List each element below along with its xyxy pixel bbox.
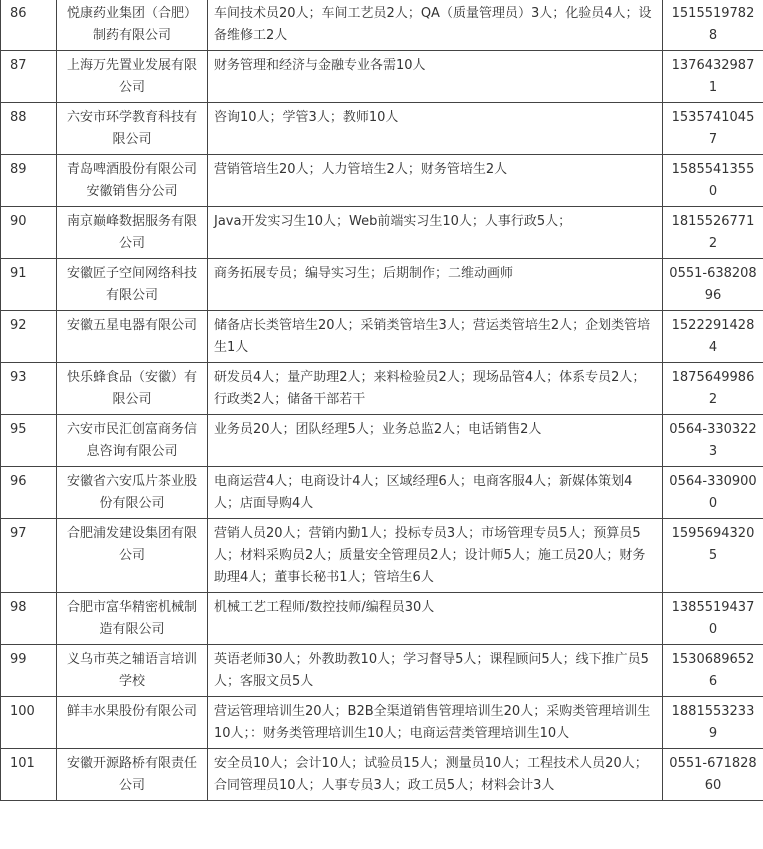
table-row — [1, 0, 763, 51]
positions-cell: 研发员4人；量产助理2人；来料检验员2人；现场品管4人；体系专员2人；行政类2人；储备干部若干 — [208, 363, 663, 415]
row-number: 88 — [1, 103, 57, 155]
row-number: 93 — [1, 363, 57, 415]
positions-cell: 英语老师30人；外教助教10人；学习督导5人；课程顾问5人；线下推广员5人；客服文员5人 — [208, 645, 663, 697]
phone-cell: 13764329871 — [663, 51, 763, 103]
phone-cell: 0551-63820896 — [663, 259, 763, 311]
positions-cell: 电商运营4人；电商设计4人；区域经理6人；电商客服4人；新媒体策划4人；店面导购4人 — [208, 467, 663, 519]
positions-cell: 机械工艺工程师/数控技师/编程员30人 — [208, 593, 663, 645]
phone-cell: 0564-3303223 — [663, 415, 763, 467]
row-number: 87 — [1, 51, 57, 103]
row-number: 99 — [1, 645, 57, 697]
positions-cell: 咨询10人；学管3人；教师10人 — [208, 103, 663, 155]
positions-cell: 储备店长类管培生20人；采销类管培生3人；营运类管培生2人；企划类管培生1人 — [208, 311, 663, 363]
company-name: 上海万先置业发展有限公司 — [57, 51, 208, 103]
row-number: 96 — [1, 467, 57, 519]
table-body — [1, 0, 763, 801]
row-number: 95 — [1, 415, 57, 467]
company-name: 青岛啤酒股份有限公司安徽销售分公司 — [57, 155, 208, 207]
row-number: 97 — [1, 519, 57, 593]
row-number: 100 — [1, 697, 57, 749]
positions-cell: 财务管理和经济与金融专业各需10人 — [208, 51, 663, 103]
table-row — [1, 467, 763, 519]
company-name: 合肥市富华精密机械制造有限公司 — [57, 593, 208, 645]
table-row — [1, 519, 763, 593]
company-name: 合肥浦发建设集团有限公司 — [57, 519, 208, 593]
company-name: 悦康药业集团（合肥）制药有限公司 — [57, 0, 208, 51]
table-row — [1, 363, 763, 415]
table-row — [1, 207, 763, 259]
table-row — [1, 593, 763, 645]
phone-cell: 15306896526 — [663, 645, 763, 697]
company-name: 安徽五星电器有限公司 — [57, 311, 208, 363]
phone-cell: 0551-67182860 — [663, 749, 763, 801]
phone-cell: 15155197828 — [663, 0, 763, 51]
company-name: 六安市民汇创富商务信息咨询有限公司 — [57, 415, 208, 467]
table-row — [1, 155, 763, 207]
row-number: 92 — [1, 311, 57, 363]
phone-cell: 15222914284 — [663, 311, 763, 363]
row-number: 89 — [1, 155, 57, 207]
table-row — [1, 103, 763, 155]
row-number: 101 — [1, 749, 57, 801]
phone-cell: 18756499862 — [663, 363, 763, 415]
positions-cell: Java开发实习生10人；Web前端实习生10人；人事行政5人； — [208, 207, 663, 259]
row-number: 90 — [1, 207, 57, 259]
table-row — [1, 311, 763, 363]
phone-cell: 18815532339 — [663, 697, 763, 749]
row-number: 98 — [1, 593, 57, 645]
company-name: 六安市环学教育科技有限公司 — [57, 103, 208, 155]
phone-cell: 0564-3309000 — [663, 467, 763, 519]
table-row — [1, 749, 763, 801]
company-name: 义乌市英之辅语言培训学校 — [57, 645, 208, 697]
company-name: 鲜丰水果股份有限公司 — [57, 697, 208, 749]
positions-cell: 商务拓展专员；编导实习生；后期制作；二维动画师 — [208, 259, 663, 311]
table-row — [1, 645, 763, 697]
positions-cell: 业务员20人；团队经理5人；业务总监2人；电话销售2人 — [208, 415, 663, 467]
company-name: 安徽开源路桥有限责任公司 — [57, 749, 208, 801]
row-number: 91 — [1, 259, 57, 311]
company-name: 快乐蜂食品（安徽）有限公司 — [57, 363, 208, 415]
positions-cell: 车间技术员20人；车间工艺员2人；QA（质量管理员）3人；化验员4人；设备维修工2人 — [208, 0, 663, 51]
positions-cell: 营销人员20人；营销内勤1人；投标专员3人；市场管理专员5人；预算员5人；材料采购员2人；质量安全管理员2人；设计师5人；施工员20人；财务助理4人；董事长秘书1人；管培生6人 — [208, 519, 663, 593]
phone-cell: 15956943205 — [663, 519, 763, 593]
table-row — [1, 259, 763, 311]
positions-cell: 营运管理培训生20人；B2B全渠道销售管理培训生20人；采购类管理培训生10人；：财务类管理培训生10人；电商运营类管理培训生10人 — [208, 697, 663, 749]
table-row — [1, 697, 763, 749]
phone-cell: 18155267712 — [663, 207, 763, 259]
positions-cell: 营销管培生20人；人力管培生2人；财务管培生2人 — [208, 155, 663, 207]
company-name: 南京巅峰数据服务有限公司 — [57, 207, 208, 259]
phone-cell: 15855413550 — [663, 155, 763, 207]
table-row — [1, 415, 763, 467]
phone-cell: 15357410457 — [663, 103, 763, 155]
row-number: 86 — [1, 0, 57, 51]
company-name: 安徽匠子空间网络科技有限公司 — [57, 259, 208, 311]
table-row — [1, 51, 763, 103]
company-name: 安徽省六安瓜片茶业股份有限公司 — [57, 467, 208, 519]
phone-cell: 13855194370 — [663, 593, 763, 645]
positions-cell: 安全员10人；会计10人；试验员15人；测量员10人；工程技术人员20人；合同管理员10人；人事专员3人；政工员5人；材料会计3人 — [208, 749, 663, 801]
